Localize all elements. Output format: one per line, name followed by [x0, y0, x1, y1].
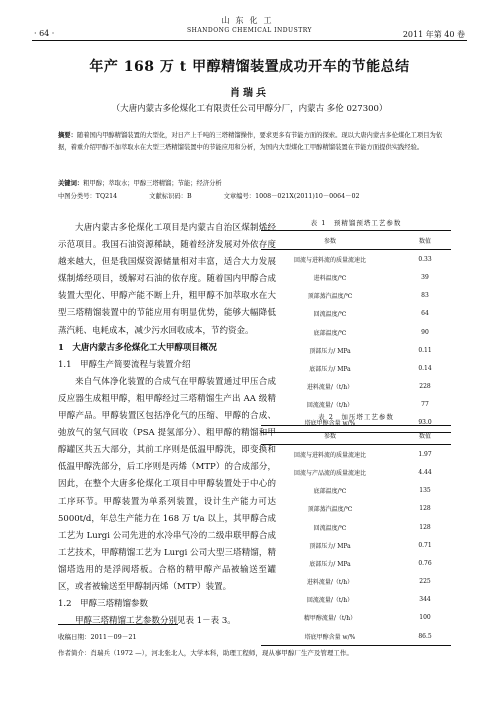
section-heading-1-2: 1.2 甲醇三塔精馏参数 — [58, 599, 149, 610]
clc-number: 中图分类号：TQ214 — [58, 193, 118, 200]
table1-caption: 表 1 预精馏预塔工艺参数 — [310, 219, 402, 227]
param-cell: 底部温度/℃ — [313, 329, 347, 337]
value-cell: 93.0 — [399, 414, 451, 433]
param-cell: 底部温度/℃ — [313, 488, 347, 496]
page-number: · 64 · — [34, 29, 55, 38]
author-bio: 作者简介：肖瑞兵（1972 —），河北张北人，大学本科，助理工程师，现从事甲醇厂生产及管理工作。 — [58, 649, 353, 657]
param-cell: 进料温度/℃ — [313, 274, 347, 282]
value-cell: 0.76 — [418, 559, 432, 567]
section-heading-1-1: 1.1 甲醇生产简要流程与装置介绍 — [58, 359, 191, 370]
param-cell: 回流与进料流的质量流速比 — [293, 451, 366, 459]
table-row — [261, 500, 451, 518]
value-cell: 4.44 — [418, 468, 432, 476]
table-row — [261, 518, 451, 536]
value-cell: 0.71 — [418, 541, 432, 549]
table-row — [261, 378, 451, 396]
param-cell: 底部压力/ MPa — [309, 560, 351, 568]
table-row — [261, 323, 451, 341]
header-rule — [32, 40, 467, 41]
param-cell: 进料流量/（t/h） — [306, 384, 354, 392]
value-cell: 228 — [419, 383, 431, 391]
table1 — [261, 230, 451, 433]
param-cell: 回流与产品流的质量流速比 — [293, 469, 366, 477]
table-row — [261, 305, 451, 323]
abstract — [58, 130, 450, 154]
param-cell: 回流流量/（t/h） — [306, 597, 354, 605]
value-cell: 344 — [419, 596, 431, 604]
param-cell: 顶部蒸汽温度/℃ — [307, 506, 353, 514]
value-cell: 86.5 — [399, 627, 451, 646]
author: 肖瑞兵 — [230, 88, 269, 99]
param-cell: 顶部压力/ MPa — [309, 542, 351, 550]
journal-name-en: SHANDONG CHEMICAL INDUSTRY — [186, 27, 313, 34]
param-cell: 底部压力/ MPa — [309, 365, 351, 373]
table-row — [261, 287, 451, 305]
table-row — [261, 591, 451, 609]
param-cell: 回流流量/（t/h） — [306, 402, 354, 410]
value-cell: 135 — [419, 487, 431, 495]
value-cell: 39 — [421, 273, 429, 281]
table2-header-value: 数值 — [399, 426, 451, 445]
param-cell: 回流温度/℃ — [313, 311, 347, 319]
body-column — [58, 220, 276, 630]
param-cell: 回流与进料流的质量流速比 — [293, 256, 366, 264]
value-cell: 77 — [421, 401, 429, 409]
value-cell: 225 — [419, 578, 431, 586]
table-row — [261, 463, 451, 481]
article-number: 文章编号：1008－021X(2011)10－0064－02 — [223, 193, 360, 200]
table2-header-param: 参数 — [261, 426, 399, 445]
value-cell: 90 — [421, 328, 429, 336]
table2 — [261, 425, 451, 646]
doc-code: 文献标识码：B — [149, 193, 192, 200]
param-cell: 塔底甲醇含量 w/% — [261, 627, 399, 646]
table-row — [261, 609, 451, 627]
params-paragraph: 甲醇三塔精馏工艺参数分别见表 1－表 3。 — [75, 616, 236, 627]
table-row — [261, 268, 451, 286]
table-row — [261, 445, 451, 464]
table-row — [261, 573, 451, 591]
value-cell: 0.14 — [418, 364, 432, 372]
value-cell: 83 — [421, 292, 429, 300]
param-cell: 精甲醇流量/（t/h） — [303, 615, 357, 623]
param-cell: 回流温度/℃ — [313, 524, 347, 532]
journal-name-cn: 山东化工 — [221, 16, 278, 25]
param-cell: 进料流量/（t/h） — [306, 579, 354, 587]
table-row — [261, 554, 451, 572]
classification-line — [58, 191, 458, 200]
process-paragraph: 来自气体净化装置的合成气在甲醇装置通过甲压合成反应器生成粗甲醇，粗甲醇经过三塔精馏生产出 AA 级精甲醇产品。甲醇装置区包括净化气的压缩、甲醇的合成、弛放气的氢气回收（PSA 提氢部分）、粗甲醇的精馏和甲醇罐区共五大部分，其前工序则是低温甲醇洗，即变换和低温甲醇洗部分，后工序则是丙烯（MTP）的合成部分，因此，在整个大唐多伦煤化工项目中甲醇装置处于中心的工序环节。甲醇装置为单系列装置，设计生产能力可达 5000t/d，年总生产能力在 168 万 t/a 以上，其甲醇合成工艺为 Lurgi 公司先进的水冷串气冷的二级串联甲醇合成工艺技术，甲醇精馏工艺为 Lurgi 公司大型三塔精馏，精馏塔选用的是浮阀塔板。合格的精甲醇产品被输送至罐区，或者被输送至甲醇制丙烯（MTP）装置。 — [58, 376, 276, 592]
keywords-text: 粗甲醇；萃取水；甲醇三塔精馏；节能；经济分析 — [83, 180, 222, 187]
abstract-label: 摘要： — [58, 132, 77, 139]
value-cell: 128 — [419, 505, 431, 513]
abstract-text: 随着国内甲醇精馏装置的大型化，对日产上千吨的三塔精馏操作，要求更多有节能方面的探索。现以大唐内蒙古多伦煤化工项目为依据，着重介绍甲醇不加萃取水在大型三塔精馏装置中的节能应用和分析，为国内大型煤化工甲醇精馏装置在节能方面提供实践经验。 — [58, 132, 443, 151]
section-heading-1: 1 大唐内蒙古多伦煤化工大甲醇项目概况 — [58, 342, 217, 353]
keywords-label: 关键词： — [58, 180, 84, 187]
value-cell: 0.33 — [418, 255, 432, 263]
table-row — [261, 482, 451, 500]
affiliation: （大唐内蒙古多伦煤化工有限责任公司甲醇分厂，内蒙古 多伦 027300） — [111, 104, 388, 114]
value-cell: 100 — [419, 614, 431, 622]
param-cell: 顶部压力/ MPa — [309, 347, 351, 355]
table-row — [261, 341, 451, 359]
value-cell: 1.97 — [418, 450, 432, 458]
issue-info: 2011 年第 40 卷 — [402, 30, 465, 39]
table1-header-value: 数值 — [399, 231, 451, 250]
param-cell: 塔底甲醇含量 w/% — [261, 414, 399, 433]
table2-caption: 表 2 加压塔工艺参数 — [318, 413, 394, 421]
keywords — [58, 178, 450, 187]
article-title: 年产 168 万 t 甲醇精馏装置成功开车的节能总结 — [89, 59, 410, 75]
received-date: 收稿日期：2011－09－21 — [58, 633, 137, 641]
value-cell: 64 — [421, 310, 429, 318]
footnote-rule — [58, 624, 178, 625]
table-row — [261, 359, 451, 377]
intro-paragraph: 大唐内蒙古多伦煤化工项目是内蒙古自治区煤制烯经示范项目。我国石油资源稀缺，随着经济发展对外依存度越来越大，但是我国煤资源储量相对丰富，适合大力发展煤制烯经项目，缓解对石油的依存度。随着国内甲醇合成装置大型化、甲醇产能不断上升，粗甲醇不加萃取水在大型三塔精馏装置中的节能应用有明显优势，能够大幅降低蒸汽耗、电耗成本，减少污水回收成本，节约资金。 — [58, 223, 276, 336]
table-row — [261, 250, 451, 269]
table1-header-param: 参数 — [261, 231, 399, 250]
param-cell: 顶部蒸汽温度/℃ — [307, 293, 353, 301]
value-cell: 128 — [419, 523, 431, 531]
value-cell: 0.11 — [418, 346, 432, 354]
table-row — [261, 536, 451, 554]
